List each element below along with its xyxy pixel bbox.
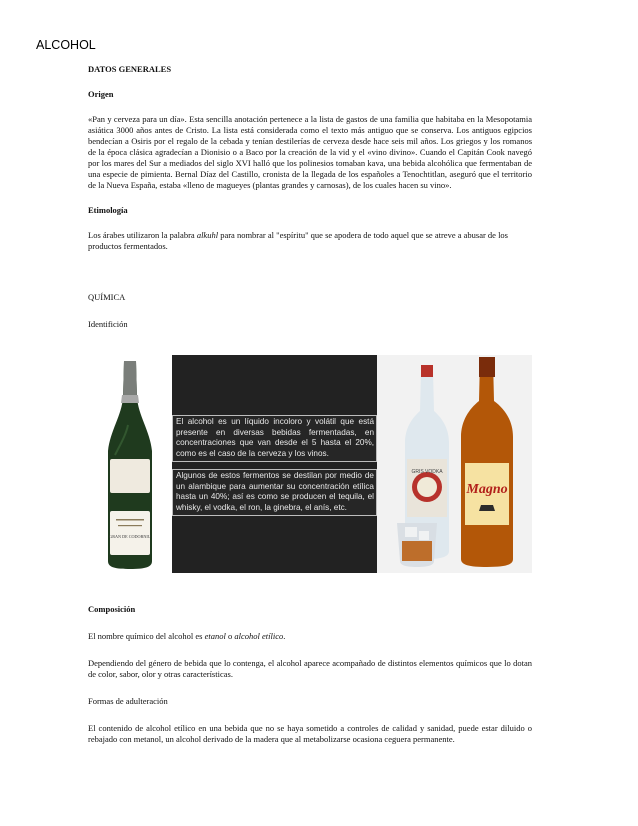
etymology-text-end: para nombrar al "espíritu" que se apodera de todo aquel que se atreve a abusar de los productos fermentados.: [88, 230, 508, 251]
section-title-general: DATOS GENERALES: [88, 64, 172, 74]
champagne-bottle-photo: [88, 355, 172, 573]
document-body-continued: [88, 604, 532, 745]
composition-paragraph: Dependiendo del género de bebida que lo contenga, el alcohol aparece acompañado de distintos elementos químicos que lo dotan de color, sabor, olor y otras características.: [88, 658, 532, 679]
etymology-term: alkuhl: [196, 230, 219, 240]
vodka-label-text: GRIS VODKA: [411, 469, 443, 475]
term-etanol: etanol: [204, 631, 226, 641]
champagne-bottle-icon: [88, 355, 172, 573]
section-title-etymology: Etimología: [88, 205, 128, 215]
section-title-adulteration: Formas de adulteración: [88, 696, 168, 706]
chemical-name-text-start: El nombre químico del alcohol es: [88, 631, 205, 641]
chemical-name-or: o: [225, 631, 235, 641]
magno-label-text: Magno: [466, 482, 508, 497]
section-title-chemistry: QUÍMICA: [88, 292, 126, 302]
adulteration-paragraph: El contenido de alcohol etílico en una bebida que no se haya sometido a controles de calidad y sanidad, puede estar diluido o rebajado con metanol, un alcohol derivado de la madera que al metabolizarse ocasiona ceguera permanente.: [88, 723, 532, 744]
illustration-row: [88, 355, 532, 575]
section-title-composition: Composición: [88, 604, 136, 614]
section-title-origin: Origen: [88, 89, 114, 99]
etymology-paragraph: [88, 230, 532, 252]
origin-paragraph: «Pan y cerveza para un día». Esta sencilla anotación pertenece a la lista de gastos de una familia que habitaba en la Mesopotamia asiática 3000 años antes de Cristo. La lista está considerada como el texto más antiguo que se conserva. Los antiguos egipcios bendecían a Osiris por el regalo de la cebada y tenían destilerías de cerveza desde hace seis mil años. Los griegos y los romanos de la época clásica agradecían a Dionisio o a Baco por la creación de la vid y el «vino divino». Cuando el Capitán Cook navegó por los mares del Sur a mediados del siglo XVI halló que los polinesios tomaban kava, una bebida alcohólica que fermentaban de una especie de pimienta. Bernal Díaz del Castillo, cronista de la llegada de los españoles a Tenochtitlan, aseguró que el territorio de la Nueva España, estaba «lleno de magueyes (plantas grandes y carnosas), de los cuales hacen su vino».: [88, 114, 532, 190]
caption-alcohol-description: El alcohol es un líquido incoloro y volátil que está presente en diversas bebidas fermentadas, en concentraciones que van desde el 5 hasta el 20%, como es el caso de la cerveza y los vinos.: [172, 415, 377, 462]
etymology-text-start: Los árabes utilizaron la palabra: [88, 230, 197, 240]
champagne-label-text: GRAN DE CODORNIU: [109, 534, 151, 539]
spirits-bottles-icon: [377, 355, 532, 573]
chemical-name-end: .: [283, 631, 286, 641]
document-body: [88, 64, 532, 330]
term-alcohol-etilico: alcohol etílico: [234, 631, 284, 641]
chemical-name-paragraph: [88, 631, 532, 642]
caption-distillation: Algunos de estos fermentos se destilan por medio de un alambique para aumentar su concentración etílica hasta un 40%; así es como se producen el tequila, el whisky, el vodka, el ron, la ginebra, el anís, etc.: [172, 469, 377, 516]
spirits-bottles-photo: [377, 355, 532, 573]
page-header: ALCOHOL: [36, 38, 96, 52]
identification-caption-box: [172, 355, 377, 573]
chemistry-subtitle: Identifición: [88, 319, 128, 329]
